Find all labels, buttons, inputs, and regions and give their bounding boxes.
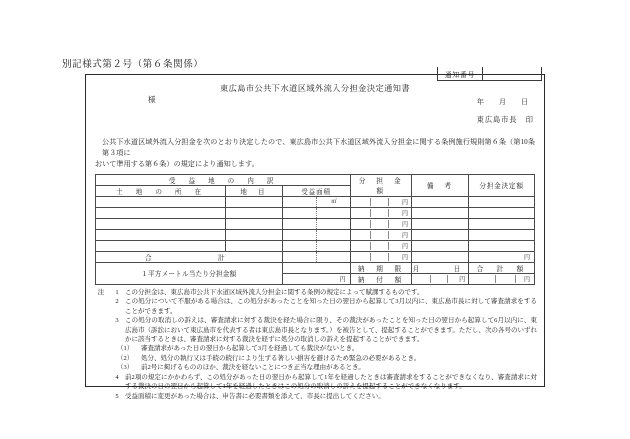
note-text: 処分、処分の執行又は手続の続行により生ずる著しい損害を避けるため緊急の必要があるとき。 — [141, 354, 421, 362]
note-text: 審査請求があった日の翌日から起算して3月を経過しても裁決がないとき。 — [141, 345, 359, 353]
note-item — [93, 363, 537, 372]
form-code-label: 別記様式第２号（第６条関係） — [62, 60, 204, 70]
cell-decided-amount[interactable] — [469, 218, 535, 229]
cell-landuse[interactable] — [225, 207, 282, 218]
area-guide-line — [316, 252, 317, 262]
note-text: この分担金は、東広島市公共下水道区域外流入分担金に関する条例の規定によって賦課するものです。 — [125, 288, 424, 296]
header-benefit-land-breakdown: 受 益 地 の 内 訳 — [96, 174, 351, 185]
document-title: 東広島市公共下水道区域外流入分担金決定通知書 — [219, 84, 411, 93]
money-tick — [388, 253, 389, 261]
sum-amount-label: 合 計 額 — [469, 262, 535, 273]
area-guide-line — [316, 197, 317, 207]
cell-landuse[interactable] — [225, 229, 282, 240]
header-remarks: 備 考 — [412, 174, 469, 196]
intro-paragraph — [95, 137, 535, 170]
note-number: 5 — [115, 392, 119, 400]
money-tick — [447, 275, 448, 283]
yen-unit-label: 円 — [402, 244, 409, 251]
cell-location[interactable] — [96, 229, 226, 240]
payment-deadline-value[interactable]: 月 日 — [412, 262, 469, 273]
intro-line-2: おいて準用する第６条）の規定により通知します。 — [95, 159, 259, 168]
notice-number-value[interactable] — [483, 67, 541, 80]
yen-unit-label: 円 — [523, 277, 530, 284]
note-number: （1） — [117, 345, 134, 353]
total-decided-amount[interactable] — [469, 251, 535, 262]
notes-marker: 注 — [97, 288, 105, 296]
cell-area[interactable] — [282, 196, 350, 207]
money-tick — [430, 275, 431, 283]
area-guide-line — [316, 208, 317, 218]
money-tick — [370, 209, 371, 217]
notes-section — [93, 288, 537, 401]
cell-remarks[interactable] — [412, 240, 469, 251]
intro-line-1: 公共下水道区域外流入分担金を次のとおり決定したので、東広島市公共下水道区域外流入分担金に関する条例施行規則第６条（第10条第３項に — [102, 138, 535, 157]
document-header — [86, 71, 544, 135]
money-tick — [370, 253, 371, 261]
benefit-land-table — [95, 174, 535, 285]
note-item — [93, 297, 537, 316]
cell-remarks[interactable] — [412, 196, 469, 207]
yen-unit-label: 円 — [402, 211, 409, 218]
note-text: 受益面積に変更があった場合は、申告書に必要書類を添えて、市長に提出してください。 — [125, 392, 385, 400]
yen-unit-label: 円 — [339, 277, 346, 284]
note-item — [93, 316, 537, 344]
addressee-suffix: 様 — [148, 95, 157, 104]
header-land-location: 土 地 の 所 在 — [96, 185, 226, 196]
area-guide-line — [316, 219, 317, 229]
cell-landuse[interactable] — [225, 218, 282, 229]
yen-unit-label: 円 — [402, 233, 409, 240]
cell-location[interactable] — [96, 207, 226, 218]
footer-deadline-row — [96, 262, 535, 273]
cell-location[interactable] — [96, 196, 226, 207]
cell-share-amount[interactable] — [350, 240, 411, 251]
yen-unit-label: 円 — [402, 200, 409, 207]
cell-landuse[interactable] — [225, 240, 282, 251]
cell-decided-amount[interactable] — [469, 240, 535, 251]
money-tick — [388, 220, 389, 228]
table-row — [96, 218, 535, 229]
cell-decided-amount[interactable] — [469, 196, 535, 207]
note-item — [93, 373, 537, 392]
total-share-amount[interactable] — [350, 251, 411, 262]
cell-decided-amount[interactable] — [469, 207, 535, 218]
unit-price-label: １平方メートル当たり分担金額 — [96, 262, 283, 284]
cell-share-amount[interactable] — [350, 218, 411, 229]
area-unit-label: ㎡ — [331, 198, 337, 205]
note-number: （3） — [117, 364, 134, 372]
note-number: 2 — [115, 298, 119, 306]
money-tick — [370, 220, 371, 228]
document-frame — [85, 71, 545, 400]
money-tick — [388, 209, 389, 217]
money-tick — [388, 231, 389, 239]
table-total-row — [96, 251, 535, 262]
unit-price-value-upper[interactable] — [282, 262, 350, 273]
money-tick — [515, 275, 516, 283]
note-item — [93, 392, 537, 401]
yen-unit-label: 円 — [402, 255, 409, 262]
money-tick — [388, 242, 389, 250]
note-text: この処分について不服がある場合は、この処分があったことを知った日の翌日から起算して3月以内に、東広島市長に対して審査請求をすることができます。 — [125, 298, 537, 315]
payment-amount-value[interactable] — [412, 273, 469, 284]
cell-decided-amount[interactable] — [469, 229, 535, 240]
cell-remarks[interactable] — [412, 218, 469, 229]
note-text: 前2項の規定にかかわらず、この処分があった日の翌日から起算して1年を経過したときは審査請求をすることができなくなり、審査請求に対する裁決の日の翌日から起算して1年を経過したときはこの処分の取消しの訴えを提起することができなくなります。 — [125, 373, 537, 391]
issuer-line: 東広島市長 印 — [476, 116, 534, 124]
note-text: 前2号に掲げるもののほか、裁決を経ないことにつき正当な理由があるとき。 — [141, 364, 365, 372]
cell-area[interactable] — [282, 218, 350, 229]
money-tick — [370, 198, 371, 206]
unit-price-value[interactable] — [282, 273, 350, 284]
cell-remarks[interactable] — [412, 229, 469, 240]
header-share-amount: 分 担 金 額 — [350, 174, 411, 196]
cell-area[interactable] — [282, 240, 350, 251]
payment-amount-label: 納 付 額 — [350, 273, 411, 284]
header-land-category: 地 目 — [225, 185, 282, 196]
money-tick — [370, 242, 371, 250]
main-table-wrapper — [95, 174, 535, 285]
money-tick — [495, 275, 496, 283]
money-tick — [388, 198, 389, 206]
cell-remarks[interactable] — [412, 207, 469, 218]
cell-share-amount[interactable] — [350, 207, 411, 218]
cell-area[interactable] — [282, 229, 350, 240]
yen-unit-label: 円 — [523, 255, 530, 262]
area-guide-line — [316, 241, 317, 251]
note-number: （2） — [117, 354, 134, 362]
cell-landuse[interactable] — [225, 196, 282, 207]
money-tick — [370, 231, 371, 239]
cell-share-amount[interactable] — [350, 196, 411, 207]
total-remarks[interactable] — [412, 251, 469, 262]
table-group-header-row — [96, 174, 535, 185]
area-guide-line — [316, 230, 317, 240]
yen-unit-label: 円 — [402, 222, 409, 229]
note-item — [93, 288, 537, 297]
note-number: 1 — [115, 288, 119, 296]
total-area[interactable] — [282, 251, 350, 262]
note-item — [93, 344, 537, 353]
header-benefit-area: 受益面積 — [282, 185, 350, 196]
notice-number-label: 通知番号 — [438, 67, 483, 80]
note-number: 4 — [115, 373, 119, 381]
cell-area[interactable] — [282, 207, 350, 218]
table-row — [96, 207, 535, 218]
total-label: 合 計 — [96, 251, 283, 262]
note-text: この処分の取消しの訴えは、審査請求に対する裁決を経た場合に限り、その裁決があったことを知った日の翌日から起算して6月以内に、東広島市（訴訟において東広島市を代表する者は東広島市長となります。）を被告として、提起することができます。ただし、次の各号のいずれかに該当するときは、審査請求に対する裁決を経ずに処分の取消しの訴えを提起することができます。 — [125, 317, 537, 344]
note-item — [93, 354, 537, 363]
yen-unit-label: 円 — [459, 277, 466, 284]
issue-date-line: 年 月 日 — [477, 98, 532, 106]
header-decided-amount: 分担金決定額 — [469, 174, 535, 196]
cell-location[interactable] — [96, 240, 226, 251]
table-row — [96, 196, 535, 207]
cell-share-amount[interactable] — [350, 229, 411, 240]
table-row — [96, 240, 535, 251]
notice-number-box — [437, 67, 542, 81]
payment-deadline-label: 納 期 限 — [350, 262, 411, 273]
note-number: 3 — [115, 317, 119, 325]
payment-sum-value[interactable] — [469, 273, 535, 284]
cell-location[interactable] — [96, 218, 226, 229]
table-row — [96, 229, 535, 240]
